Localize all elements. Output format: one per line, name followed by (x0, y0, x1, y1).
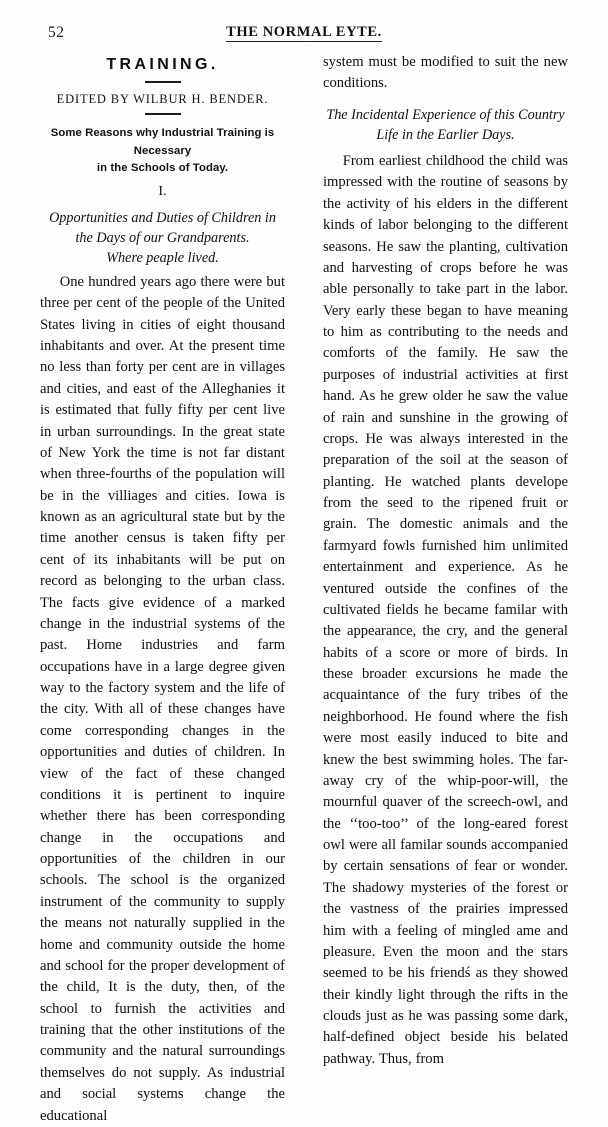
article-subtitle-line-1: Some Reasons why Industrial Training is Necessary (50, 127, 275, 157)
paragraph-left-1: One hundred years ago there were but three per cent of the people of the United States living in cities of eight thousand inhabitants and over. At the present time no less than forty per cent are in villages and cities, and east of the Alleghanies it is estimated that fully fifty per cent live in urban surroundings. In the great state of New York the time is not far distant when three-fourths of the population will be in the villiages and cities. Iowa is known as an agricultural state but by the time another census is taken fifty per cent of its inhabitants will be put on record as belonging to the urban class. The facts give evidence of a marked change in the industrial systems of the past. Home industries and farm occupations have in a large degree given way to the factory system and the life of the city. With all of these changes have come corresponding changes in the opportunities and duties of children. In view of the fact of these changed conditions it is pertinent to inquire whether there has been corresponding change in the occupations and opportunities of the children in our schools. The school is the organized instrument of the community to supply the means not naturally supplied in the home and community outside the home and school for the proper development of the child, It is the duty, then, of the school to furnish the activities and training that the other institutions of the community and the natural surroundings themselves do not supply. As industrial and social systems change the educational (40, 273, 285, 1124)
department-title: TRAINING. (106, 56, 219, 73)
section-numeral: I. (158, 183, 167, 199)
column-left (40, 52, 285, 1124)
column-right (323, 52, 568, 1067)
article-subtitle-line-2: in the Schools of Today. (96, 162, 229, 174)
section-heading-left (40, 208, 285, 268)
article-subtitle (40, 125, 285, 178)
section-heading-right (323, 105, 568, 145)
section-heading-right-line-2: Life in the Earlier Days. (376, 126, 515, 143)
paragraph-right-1: From earliest childhood the child was impressed with the routine of seasons by the activity of his elders in the different kinds of labor belonging to the different seasons. He saw the planting, cultivation and harvesting of crops before he was able personally to take part in the labor. Very early these began to have meaning to him as contributing to the needs and comforts of the family. He saw the purposes of industrial activities at first hand. As he grew older he saw the value of rain and sunshine in the growing of crops. He was always interested in the preparation of the soil at the season of planting. He watched plants develope from the seed to the ripened fruit or grain. The domestic animals and the farmyard fowls furnished him unlimited entertainment and experience. As he ventured outside the confines of the cultivated fields he became familar with the appearance, the cry, and the general habits of a score or more of birds. In these broader excursions he made the acquaintance of the fury tribes of the neighborhood. He found where the fish were most easily induced to bite and knew the best swimming holes. The far-away cry of the whip-poor-will, the mournful quaver of the screech-owl, and the ‘‘too-too’’ of the long-eared forest owl were all familar sounds accompanied by certain sensations of fear or wonder. The shadowy mysteries of the forest or the vastness of the prairies impressed him with a feeling of mingled ame and pleasure. Even the moon and the stars seemed to be his friendś as they showed their kindly light through the rifts in the clouds just as he was passing some dark, half-defined object beside his belated pathway. Thus, from (323, 153, 568, 1067)
running-head (0, 24, 608, 46)
editor-byline: EDITED BY WILBUR H. BENDER. (56, 92, 269, 106)
section-heading-right-line-1: The Incidental Experience of this Country (326, 106, 565, 123)
section-heading-left-line-1: Opportunities and Duties of Children in (49, 209, 276, 226)
journal-title-text: THE NORMAL EYTE. (226, 24, 382, 40)
body-columns (40, 52, 568, 1124)
section-heading-left-line-3: Where peaple lived. (106, 249, 219, 266)
journal-title (0, 24, 608, 41)
rule-divider-1 (145, 81, 181, 83)
paragraph-carryover: system must be modified to suit the new conditions. (323, 54, 568, 92)
section-heading-left-line-2: the Days of our Grandparents. (75, 229, 250, 246)
page-number: 52 (48, 24, 65, 41)
rule-divider-2 (145, 113, 181, 115)
